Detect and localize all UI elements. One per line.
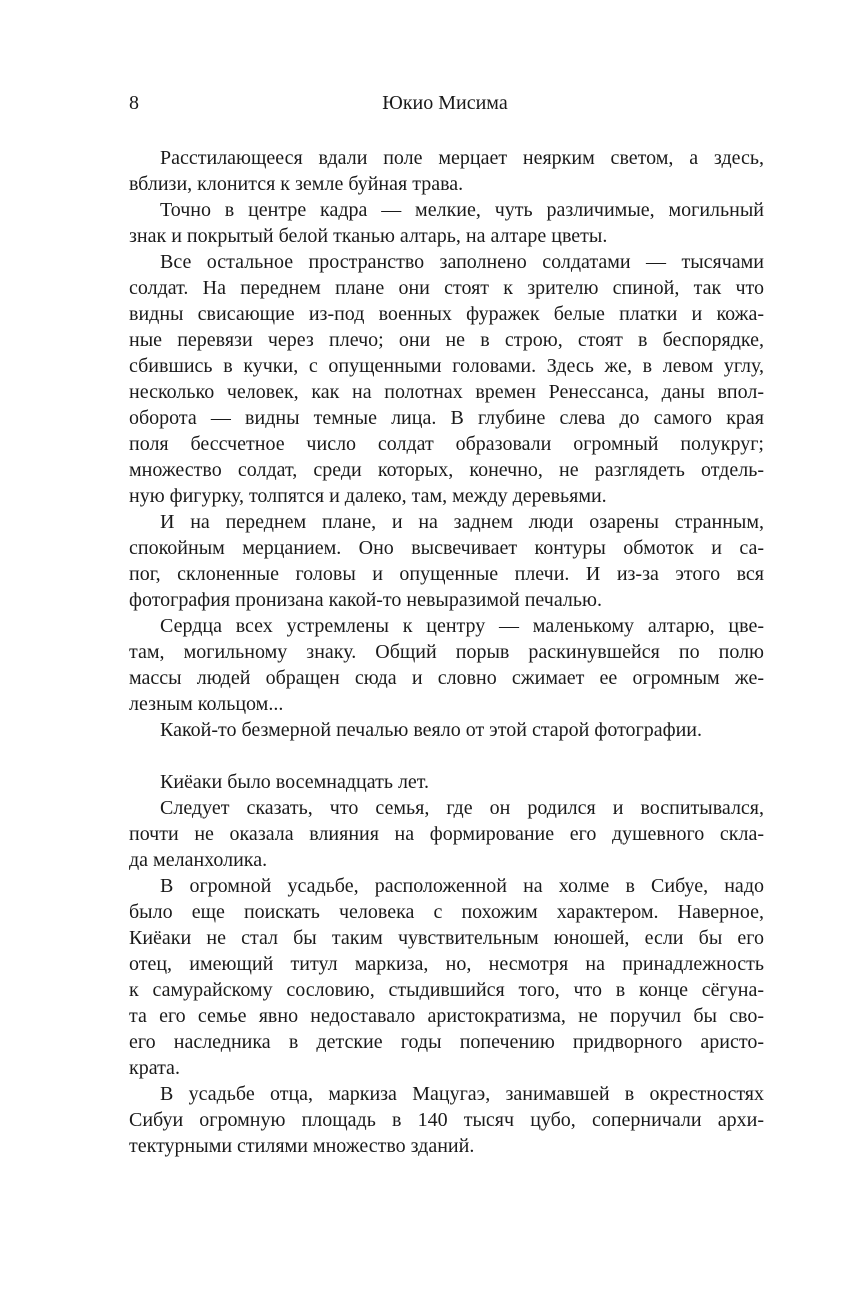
- text-section: [129, 769, 764, 1159]
- text-line: было еще поискать человека с похожим характером. Наверное,: [129, 901, 764, 923]
- text-line: Точно в центре кадра — мелкие, чуть различимые, могильный: [160, 199, 764, 221]
- paragraph: [129, 613, 764, 717]
- paragraph: [129, 509, 764, 613]
- text-section: [129, 145, 764, 743]
- text-line: та его семье явно недоставало аристократизма, не поручил бы сво-: [129, 1005, 764, 1027]
- paragraph: [129, 795, 764, 873]
- text-line: ную фигурку, толпятся и далеко, там, между деревьями.: [129, 485, 607, 507]
- text-line: Сибуи огромную площадь в 140 тысяч цубо, соперничали архи-: [129, 1109, 764, 1131]
- text-line: лезным кольцом...: [129, 693, 284, 715]
- text-line: В усадьбе отца, маркиза Мацугаэ, занимавшей в окрестностях: [160, 1083, 764, 1105]
- text-line: к самурайскому сословию, стыдившийся того, что в конце сёгуна-: [129, 979, 764, 1001]
- paragraph: [129, 873, 764, 1081]
- text-line: да меланхолика.: [129, 849, 268, 871]
- text-line: В огромной усадьбе, расположенной на холме в Сибуе, надо: [160, 875, 764, 897]
- text-line: крата.: [129, 1057, 180, 1079]
- text-line: И на переднем плане, и на заднем люди озарены странным,: [160, 511, 764, 533]
- text-line: отец, имеющий титул маркиза, но, несмотря на принадлежность: [129, 953, 764, 975]
- text-line: пог, склоненные головы и опущенные плечи. И из-за этого вся: [129, 563, 764, 585]
- text-line: массы людей обращен сюда и словно сжимает ее огромным же-: [129, 667, 764, 689]
- text-line: несколько человек, как на полотнах времен Ренессанса, даны впол-: [129, 381, 764, 403]
- text-line: Расстилающееся вдали поле мерцает неярким светом, а здесь,: [160, 147, 764, 169]
- text-line: Следует сказать, что семья, где он родился и воспитывался,: [160, 797, 764, 819]
- text-line: поля бессчетное число солдат образовали огромный полукруг;: [129, 433, 764, 455]
- section-break: [129, 743, 764, 769]
- text-line: там, могильному знаку. Общий порыв раскинувшейся по полю: [129, 641, 764, 663]
- text-line: солдат. На переднем плане они стоят к зрителю спиной, так что: [129, 277, 764, 299]
- text-line: оборота — видны темные лица. В глубине слева до самого края: [129, 407, 764, 429]
- paragraph: [129, 769, 764, 795]
- running-head: Юкио Мисима: [382, 92, 508, 114]
- text-line: вблизи, клонится к земле буйная трава.: [129, 173, 464, 195]
- paragraph: [129, 145, 764, 197]
- text-line: сбившись в кучки, с опущенными головами. Здесь же, в левом углу,: [129, 355, 764, 377]
- text-line: ные перевязи через плечо; они не в строю, стоят в беспорядке,: [129, 329, 764, 351]
- text-line: знак и покрытый белой тканью алтарь, на алтаре цветы.: [129, 225, 608, 247]
- paragraph: [129, 1081, 764, 1159]
- text-line: Какой-то безмерной печалью веяло от этой старой фотографии.: [160, 719, 703, 741]
- text-line: Сердца всех устремлены к центру — маленькому алтарю, цве-: [160, 615, 764, 637]
- text-line: почти не оказала влияния на формирование его душевного скла-: [129, 823, 764, 845]
- paragraph: [129, 717, 764, 743]
- text-line: тектурными стилями множество зданий.: [129, 1135, 475, 1157]
- text-line: Киёаки не стал бы таким чувствительным юношей, если бы его: [129, 927, 764, 949]
- text-line: его наследника в детские годы попечению придворного аристо-: [129, 1031, 764, 1053]
- text-line: спокойным мерцанием. Оно высвечивает контуры обмоток и са-: [129, 537, 764, 559]
- text-line: множество солдат, среди которых, конечно, не разглядеть отдель-: [129, 459, 764, 481]
- page-body: [129, 145, 764, 1159]
- text-line: Киёаки было восемнадцать лет.: [160, 771, 430, 793]
- paragraph: [129, 197, 764, 249]
- text-line: фотография пронизана какой-то невыразимой печалью.: [129, 589, 602, 611]
- text-line: Все остальное пространство заполнено солдатами — тысячами: [160, 251, 764, 273]
- text-line: видны свисающие из-под военных фуражек белые платки и кожа-: [129, 303, 764, 325]
- page-number: 8: [129, 92, 139, 114]
- paragraph: [129, 249, 764, 509]
